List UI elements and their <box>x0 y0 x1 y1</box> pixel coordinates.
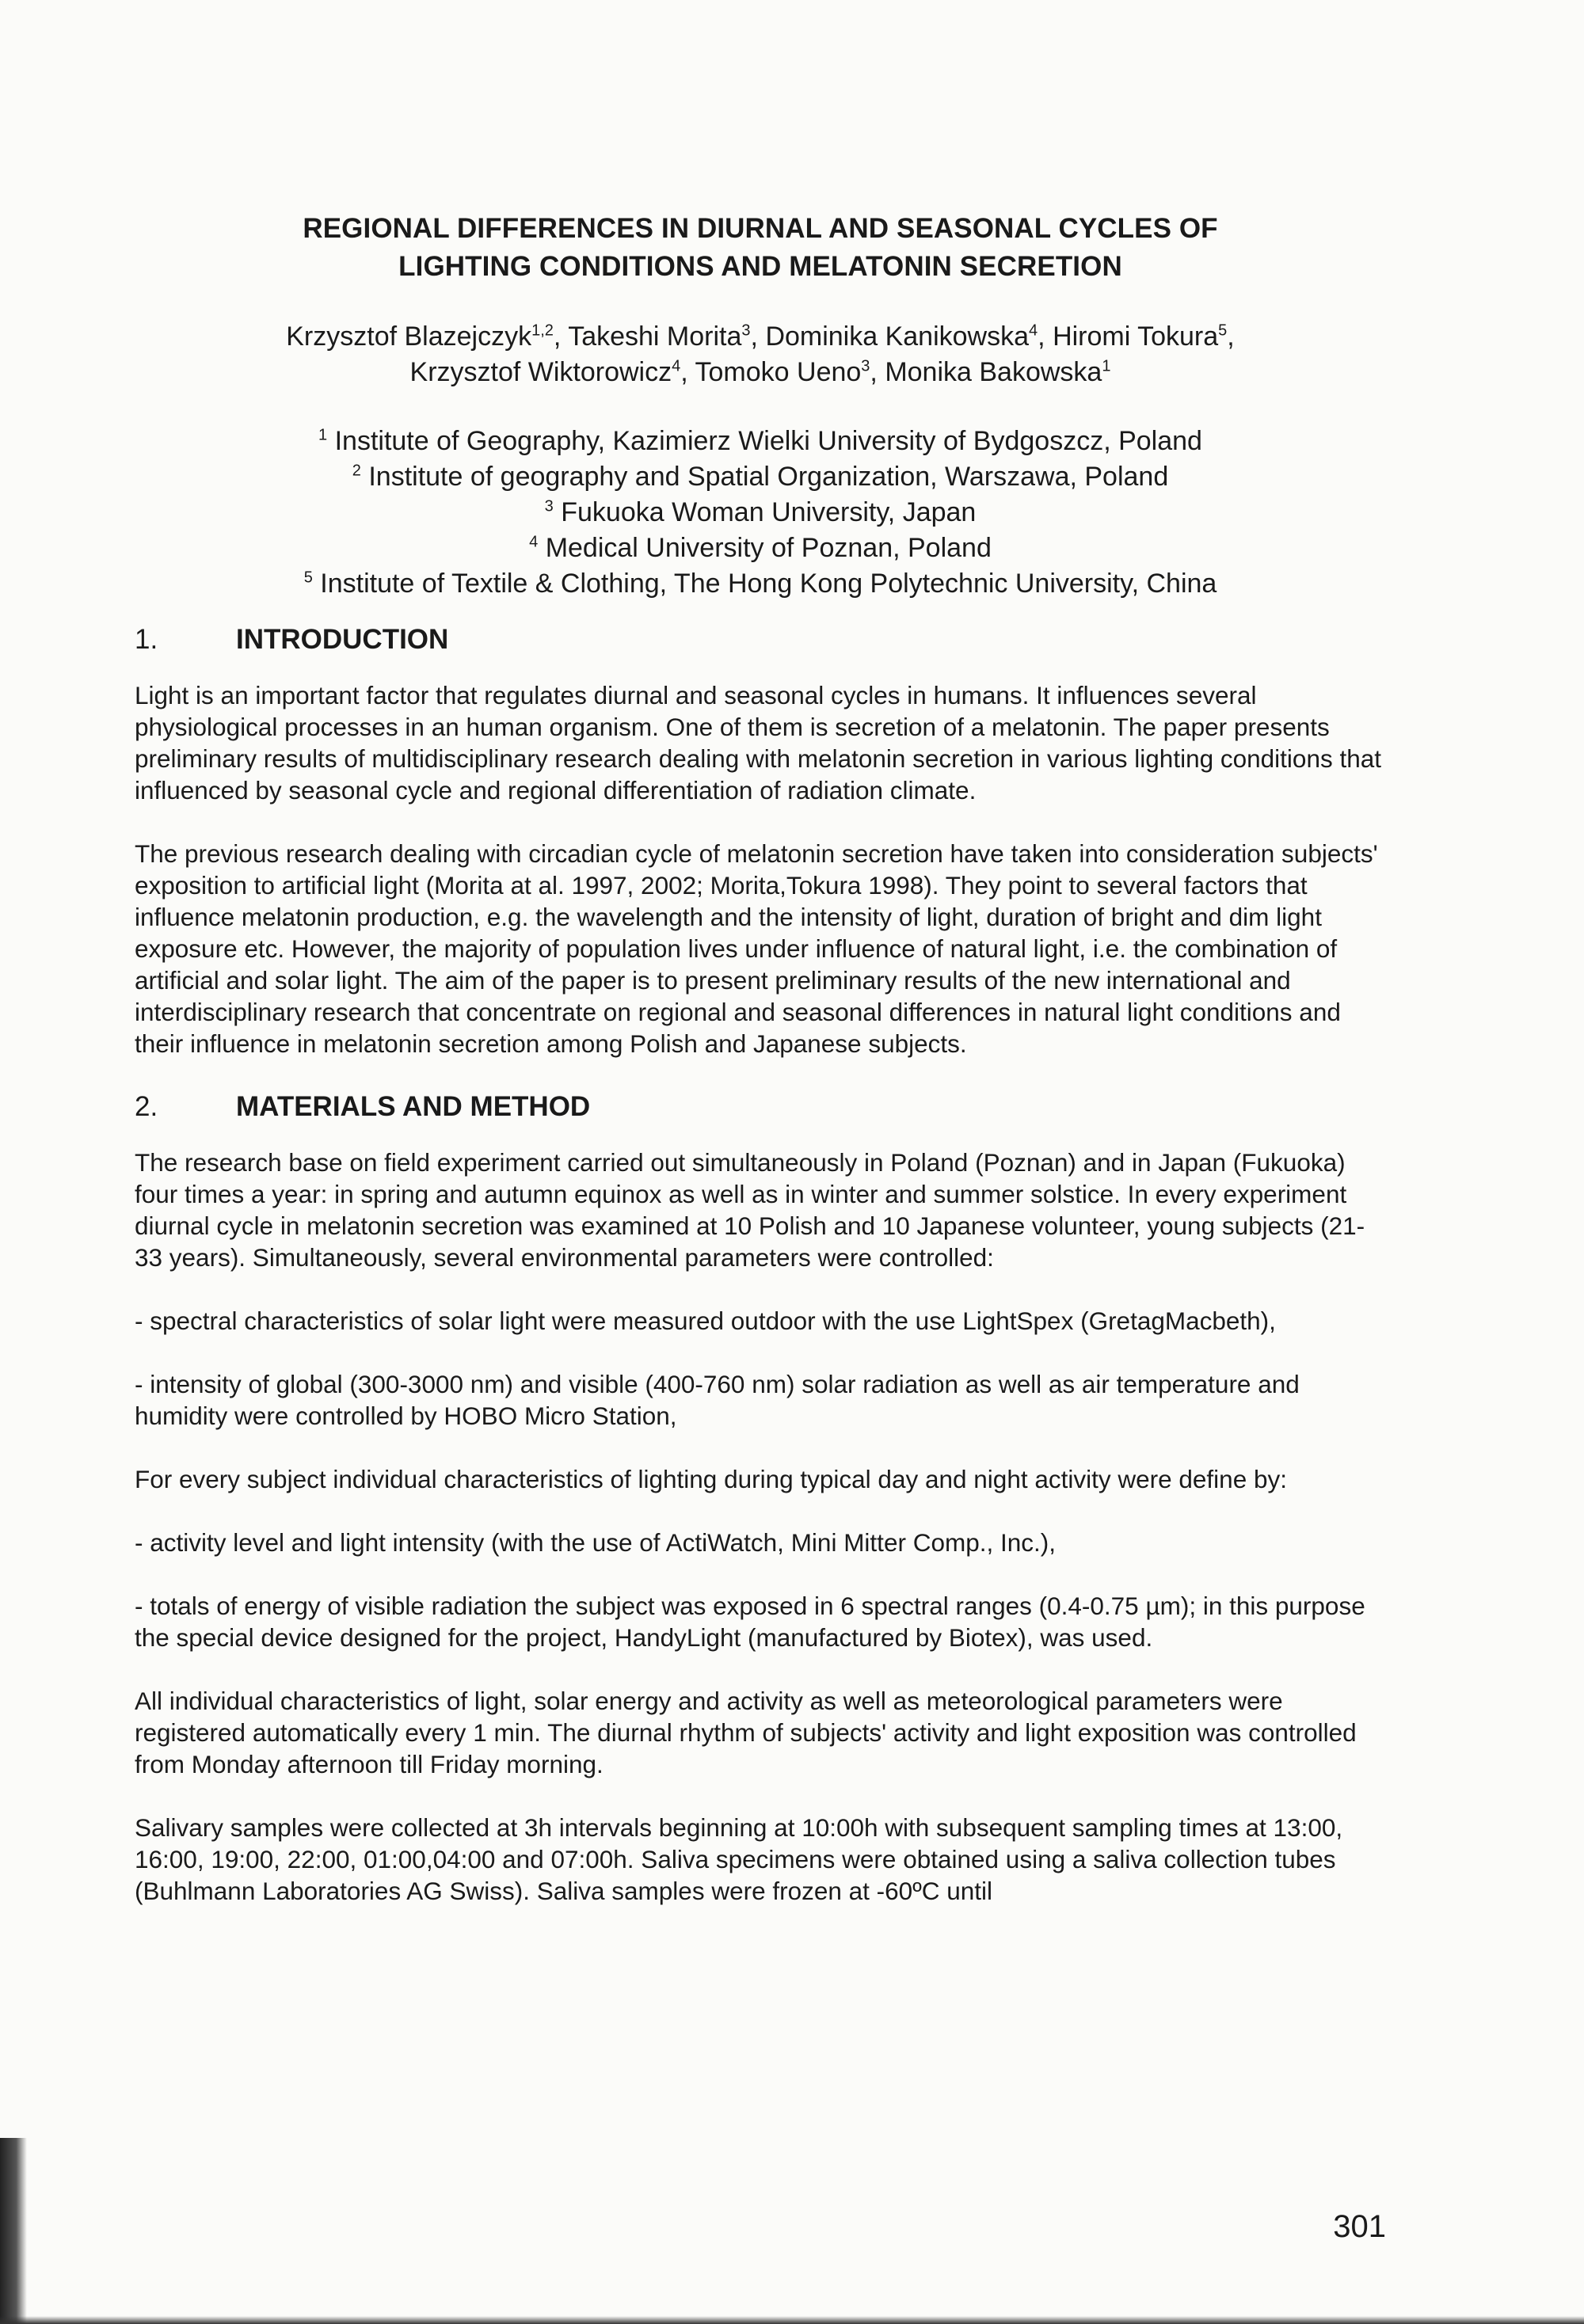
scan-shadow-left <box>0 2138 27 2324</box>
author: Dominika Kanikowska$^4$, <box>765 321 1053 352</box>
author: Tomoko Ueno$^3$, <box>695 357 885 387</box>
paragraph: The research base on field experiment carried out simultaneously in Poland (Poznan) and in Japan (Fukuoka) four times a year: in spring and autumn equinox as well as in winter and summer solstice. In every experiment diurnal cycle in melatonin secretion was examined at 10 Polish and 10 Japanese volunteer, young subjects (21-33 years). Simultaneously, several environmental parameters were controlled: <box>135 1148 1365 1272</box>
section-heading-introduction <box>135 624 1386 656</box>
affiliation: $^1$ Institute of Geography, Kazimierz Wielki University of Bydgoszcz, Poland <box>318 426 1202 456</box>
author: Krzysztof Blazejczyk$^{1,2}$, <box>286 321 569 352</box>
author: Hiromi Tokura$^5$, <box>1053 321 1235 352</box>
affiliation-list <box>135 424 1386 602</box>
paragraph: Salivary samples were collected at 3h intervals beginning at 10:00h with subsequent sampling times at 13:00, 16:00, 19:00, 22:00, 01:00,04:00 and 07:00h. Saliva specimens were obtained using a saliva collection tubes (Buhlmann Laboratories AG Swiss). Saliva samples were frozen at -60ºC until <box>135 1813 1343 1905</box>
author: Krzysztof Wiktorowicz$^4$, <box>409 357 695 387</box>
section-number: 1. <box>135 624 158 655</box>
author: Takeshi Morita$^3$, <box>568 321 766 352</box>
section-heading-materials <box>135 1091 1386 1123</box>
affiliation: $^2$ Institute of geography and Spatial Organization, Warszawa, Poland <box>352 462 1169 492</box>
page-number: 301 <box>1333 2209 1386 2244</box>
paragraph: - activity level and light intensity (with the use of ActiWatch, Mini Mitter Comp., Inc.), <box>135 1528 1056 1557</box>
title-line-1: REGIONAL DIFFERENCES IN DIURNAL AND SEASONAL CYCLES OF <box>303 213 1218 244</box>
paragraph: All individual characteristics of light, solar energy and activity as well as meteorological parameters were registered automatically every 1 min. The diurnal rhythm of subjects' activity and light exposition was controlled from Monday afternoon till Friday morning. <box>135 1687 1357 1778</box>
affiliation: $^5$ Institute of Textile & Clothing, The Hong Kong Polytechnic University, China <box>303 569 1217 599</box>
paragraph: For every subject individual characteristics of lighting during typical day and night activity were define by: <box>135 1465 1287 1493</box>
affiliation: $^4$ Medical University of Poznan, Poland <box>529 533 992 563</box>
paragraph: - intensity of global (300-3000 nm) and visible (400-760 nm) solar radiation as well as air temperature and humidity were controlled by HOBO Micro Station, <box>135 1370 1300 1430</box>
paper-title <box>135 210 1386 286</box>
paragraph: - spectral characteristics of solar light were measured outdoor with the use LightSpex (GretagMacbeth), <box>135 1307 1276 1335</box>
scan-shadow-bottom <box>0 2316 1584 2324</box>
paragraph: The previous research dealing with circadian cycle of melatonin secretion have taken into consideration subjects' exposition to artificial light (Morita at al. 1997, 2002; Morita,Tokura 1998). They point to several factors that influence melatonin production, e.g. the wavelength and the intensity of light, duration of bright and dim light exposure etc. However, the majority of population lives under influence of natural light, i.e. the combination of artificial and solar light. The aim of the paper is to present preliminary results of the new international and interdisciplinary research that concentrate on regional and seasonal differences in natural light conditions and their influence in melatonin secretion among Polish and Japanese subjects. <box>135 839 1378 1058</box>
section-title: MATERIALS AND METHOD <box>236 1091 591 1122</box>
paragraph: - totals of energy of visible radiation the subject was exposed in 6 spectral ranges (0.4-0.75 µm); in this purpose the special device designed for the project, HandyLight (manufactured by Biotex), was used. <box>135 1592 1365 1652</box>
affiliation: $^3$ Fukuoka Woman University, Japan <box>544 497 977 527</box>
author-list <box>135 319 1386 390</box>
paragraph: Light is an important factor that regulates diurnal and seasonal cycles in humans. It influences several physiological processes in an human organism. One of them is secretion of a melatonin. The paper presents preliminary results of multidisciplinary research dealing with melatonin secretion in various lighting conditions that influenced by seasonal cycle and regional differentiation of radiation climate. <box>135 681 1382 804</box>
title-line-2: LIGHTING CONDITIONS AND MELATONIN SECRETION <box>398 251 1122 282</box>
section-title: INTRODUCTION <box>236 624 449 655</box>
section-number: 2. <box>135 1091 158 1122</box>
author: Monika Bakowska$^1$ <box>885 357 1111 387</box>
paper-page <box>135 210 1386 1938</box>
